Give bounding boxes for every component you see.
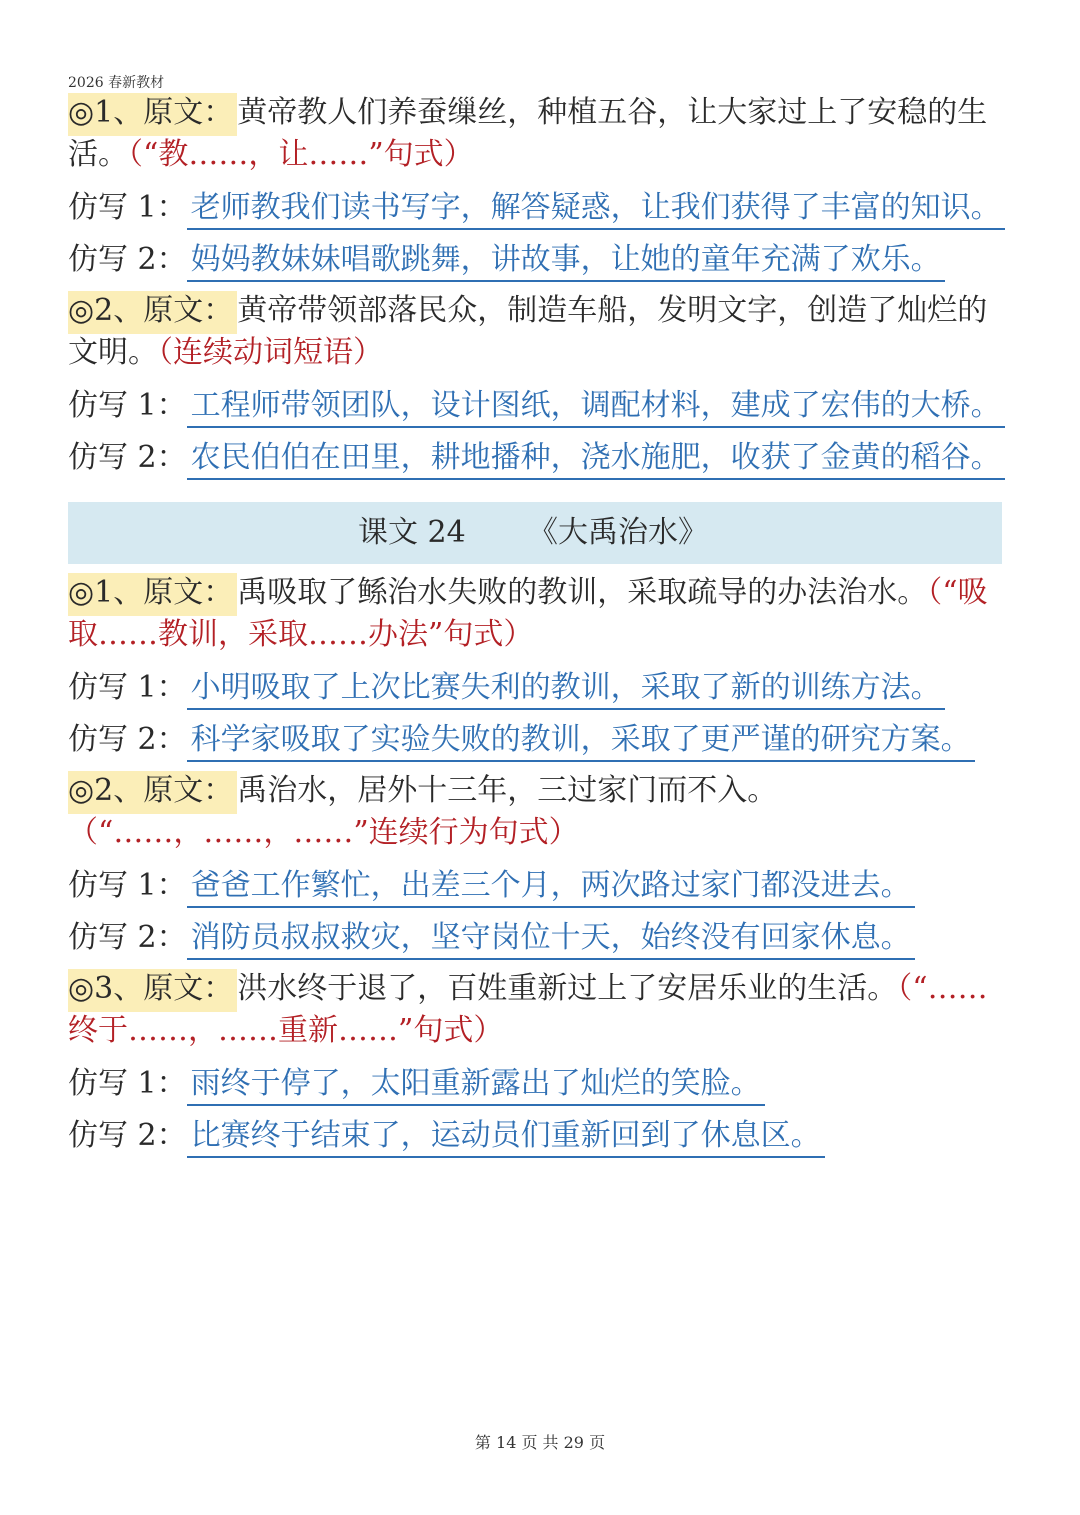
- imitation-row: [68, 384, 1002, 436]
- imitation-list: [68, 864, 1002, 968]
- imitation-text: 雨终于停了，太阳重新露出了灿烂的笑脸。: [187, 1064, 765, 1106]
- imitation-label: 仿写 2：: [68, 242, 187, 277]
- sentence-item: [68, 92, 1002, 176]
- imitation-text: 工程师带领团队，设计图纸，调配材料，建成了宏伟的大桥。: [187, 386, 1005, 428]
- imitation-row: [68, 864, 1002, 916]
- imitation-row: [68, 1062, 1002, 1114]
- imitation-row: [68, 436, 1002, 488]
- imitation-label: 仿写 1：: [68, 1066, 187, 1101]
- imitation-row: [68, 186, 1002, 238]
- sentence-item: [68, 968, 1002, 1052]
- original-text: 黄帝带领部落民众，制造车船，发明文字，创造了灿烂的文明。: [68, 293, 988, 370]
- imitation-label: 仿写 1：: [68, 190, 187, 225]
- imitation-row: [68, 666, 1002, 718]
- imitation-row: [68, 916, 1002, 968]
- imitation-label: 仿写 1：: [68, 868, 187, 903]
- imitation-list: [68, 1062, 1002, 1166]
- pattern-note: （“教……，让……”句式）: [128, 137, 474, 172]
- imitation-label: 仿写 2：: [68, 722, 187, 757]
- imitation-text: 小明吸取了上次比赛失利的教训，采取了新的训练方法。: [187, 668, 945, 710]
- imitation-text: 妈妈教妹妹唱歌跳舞，讲故事，让她的童年充满了欢乐。: [187, 240, 945, 282]
- imitation-row: [68, 718, 1002, 770]
- imitation-label: 仿写 1：: [68, 670, 187, 705]
- pattern-note: （“……终于……，……重新……”句式）: [68, 971, 988, 1048]
- imitation-text: 老师教我们读书写字，解答疑惑，让我们获得了丰富的知识。: [187, 188, 1005, 230]
- sentence-item: [68, 770, 1002, 854]
- header-tag: 2026 春新教材: [68, 75, 165, 91]
- imitation-label: 仿写 1：: [68, 388, 187, 423]
- original-text: 黄帝教人们养蚕缫丝，种植五谷，让大家过上了安稳的生活。: [68, 95, 988, 172]
- sentence-item: [68, 572, 1002, 656]
- imitation-list: [68, 186, 1002, 290]
- imitation-label: 仿写 2：: [68, 920, 187, 955]
- imitation-row: [68, 238, 1002, 290]
- pattern-note: （“吸取……教训，采取……办法”句式）: [68, 575, 988, 652]
- imitation-text: 爸爸工作繁忙，出差三个月，两次路过家门都没进去。: [187, 866, 915, 908]
- original-text: 洪水终于退了，百姓重新过上了安居乐业的生活。: [237, 971, 898, 1006]
- lesson-title: 《大禹治水》: [528, 515, 708, 550]
- lesson-number: 课文 24: [358, 515, 466, 550]
- pattern-note: （“……，……，……”连续行为句式）: [68, 815, 579, 850]
- imitation-row: [68, 1114, 1002, 1166]
- imitation-text: 科学家吸取了实验失败的教训，采取了更严谨的研究方案。: [187, 720, 975, 762]
- lesson-banner: [68, 502, 1002, 564]
- item-marker: ◎1、原文：: [68, 93, 237, 136]
- imitation-list: [68, 384, 1002, 488]
- imitation-list: [68, 666, 1002, 770]
- imitation-label: 仿写 2：: [68, 440, 187, 475]
- original-text: 禹吸取了鲧治水失败的教训，采取疏导的办法治水。: [237, 575, 928, 610]
- sentence-item: [68, 290, 1002, 374]
- imitation-label: 仿写 2：: [68, 1118, 187, 1153]
- item-marker: ◎2、原文：: [68, 771, 237, 814]
- pattern-note: （连续动词短语）: [158, 335, 383, 370]
- page-number: 第 14 页 共 29 页: [474, 1433, 606, 1452]
- item-marker: ◎3、原文：: [68, 969, 237, 1012]
- original-text: 禹治水，居外十三年，三过家门而不入。: [237, 773, 778, 808]
- content: [68, 92, 1002, 1166]
- imitation-text: 农民伯伯在田里，耕地播种，浇水施肥，收获了金黄的稻谷。: [187, 438, 1005, 480]
- imitation-text: 比赛终于结束了，运动员们重新回到了休息区。: [187, 1116, 825, 1158]
- item-marker: ◎2、原文：: [68, 291, 237, 334]
- imitation-text: 消防员叔叔救灾，坚守岗位十天，始终没有回家休息。: [187, 918, 915, 960]
- item-marker: ◎1、原文：: [68, 573, 237, 616]
